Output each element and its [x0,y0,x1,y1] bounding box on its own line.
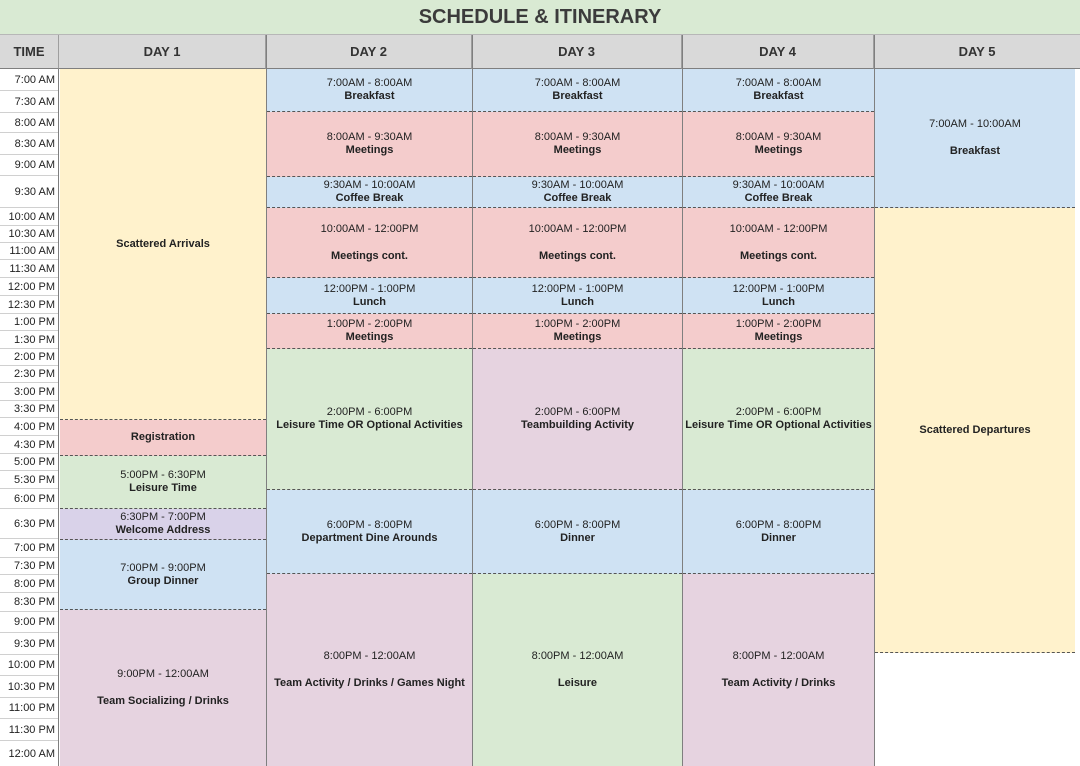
event-dinner[interactable] [683,490,874,574]
time-label[interactable]: 10:00 AM [0,208,58,226]
event-title: Welcome Address [115,524,211,536]
event-title: Breakfast [949,145,1001,157]
time-label[interactable]: 10:30 PM [0,676,58,698]
time-label[interactable]: 8:00 AM [0,113,58,133]
event-time: 7:00AM - 8:00AM [326,77,413,89]
event-time: 12:00PM - 1:00PM [323,282,416,295]
event-time: 8:00AM - 9:30AM [534,131,621,143]
event-time: 8:00PM - 12:00AM [732,650,825,662]
time-label[interactable]: 2:00 PM [0,349,58,366]
time-label[interactable]: 8:30 AM [0,133,58,155]
time-label[interactable]: 9:30 PM [0,633,58,655]
event-meetings[interactable] [267,112,472,177]
time-label[interactable]: 9:30 AM [0,176,58,208]
header-day-1[interactable]: DAY 1 [59,35,266,69]
event-title: Leisure Time OR Optional Activities [685,419,872,431]
event-registration[interactable] [60,420,266,456]
event-title: Scattered Departures [919,423,1031,436]
event-title: Lunch [561,295,594,308]
event-time: 10:00AM - 12:00PM [729,222,828,235]
event-time: 9:30AM - 10:00AM [323,179,416,191]
event-time: 8:00AM - 9:30AM [326,131,413,143]
header-day-4[interactable]: DAY 4 [682,35,874,69]
event-breakfast[interactable] [875,69,1075,208]
event-time: 2:00PM - 6:00PM [326,406,413,418]
event-team-activity-drinks[interactable] [683,574,874,766]
event-time: 8:00PM - 12:00AM [531,650,624,662]
event-title: Team Activity / Drinks / Games Night [274,677,465,689]
time-label[interactable]: 11:30 AM [0,260,58,278]
event-meetings-cont[interactable] [473,208,682,278]
event-title: Team Activity / Drinks [721,677,836,689]
event-time: 6:30PM - 7:00PM [120,511,206,523]
event-title: Registration [130,431,196,443]
column-divider [874,35,875,766]
event-teambuilding[interactable] [473,349,682,490]
event-time: 9:00PM - 12:00AM [117,668,209,680]
event-time: 12:00PM - 1:00PM [732,282,825,295]
time-label[interactable]: 5:30 PM [0,471,58,489]
time-label[interactable]: 9:00 AM [0,155,58,176]
event-title: Leisure Time [129,482,197,494]
event-title: Breakfast [753,90,804,102]
event-time: 10:00AM - 12:00PM [320,222,419,235]
time-label[interactable]: 1:30 PM [0,331,58,349]
event-department-dine-arounds[interactable] [267,490,472,574]
event-time: 8:00PM - 12:00AM [323,650,416,662]
event-meetings[interactable] [683,112,874,177]
event-time: 5:00PM - 6:30PM [120,469,206,481]
event-team-socializing[interactable] [60,610,266,766]
event-meetings[interactable] [473,112,682,177]
event-title: Meetings [345,144,394,156]
event-title: Lunch [353,295,386,308]
event-title: Dinner [560,531,595,544]
event-leisure-optional[interactable] [267,349,472,490]
time-label[interactable]: 1:00 PM [0,314,58,331]
event-meetings-pm[interactable] [473,314,682,349]
event-title: Meetings [754,331,803,343]
time-label[interactable]: 11:00 PM [0,698,58,719]
event-title: Coffee Break [335,192,404,204]
column-divider [266,35,267,766]
time-label[interactable]: 10:00 PM [0,655,58,676]
event-title: Department Dine Arounds [301,531,438,544]
header-time[interactable]: TIME [0,35,59,69]
time-label[interactable]: 12:00 AM [8,747,55,760]
event-time: 7:00PM - 9:00PM [120,561,206,574]
event-lunch[interactable] [473,278,682,314]
time-label[interactable]: 7:00 PM [0,539,58,558]
event-welcome-address[interactable] [60,509,266,540]
event-time: 2:00PM - 6:00PM [735,406,822,418]
event-title: Coffee Break [744,192,813,204]
time-label[interactable]: 11:30 PM [0,719,58,741]
time-label[interactable]: 4:00 PM [0,418,58,436]
time-label[interactable]: 10:30 AM [0,226,58,243]
schedule-title: SCHEDULE & ITINERARY [0,0,1080,35]
event-title: Breakfast [344,90,395,102]
event-meetings-cont[interactable] [267,208,472,278]
event-title: Meetings [345,331,394,343]
event-meetings-pm[interactable] [267,314,472,349]
event-time: 6:00PM - 8:00PM [326,518,413,531]
time-label[interactable]: 12:00 PM [0,278,58,296]
event-title: Breakfast [552,90,603,102]
time-label[interactable]: 7:30 AM [0,91,58,113]
header-day-5[interactable]: DAY 5 [874,35,1080,69]
event-title: Teambuilding Activity [520,419,635,431]
event-time: 7:00AM - 10:00AM [929,118,1021,130]
time-column [0,69,59,766]
time-label[interactable]: 9:00 PM [0,612,58,633]
event-time: 7:00AM - 8:00AM [735,77,822,89]
event-title: Coffee Break [543,192,612,204]
event-dinner[interactable] [473,490,682,574]
event-title: Meetings [553,331,602,343]
event-time: 9:30AM - 10:00AM [732,179,825,191]
event-time: 12:00PM - 1:00PM [531,282,624,295]
event-title: Meetings cont. [739,249,817,262]
time-label[interactable]: 3:00 PM [0,383,58,401]
event-coffee-break[interactable] [683,177,874,208]
event-leisure[interactable] [473,574,682,766]
event-title: Meetings cont. [330,249,408,262]
event-title: Dinner [761,531,796,544]
event-breakfast[interactable] [473,69,682,112]
event-team-activity-games[interactable] [267,574,472,766]
time-label[interactable]: 3:30 PM [0,401,58,418]
column-divider [682,35,683,766]
event-time: 6:00PM - 8:00PM [534,518,621,531]
event-title: Meetings [754,144,803,156]
time-label[interactable]: 12:30 PM [0,296,58,314]
time-label[interactable]: 2:30 PM [0,366,58,383]
event-time: 9:30AM - 10:00AM [531,179,624,191]
event-time: 7:00AM - 8:00AM [534,77,621,89]
time-label[interactable]: 11:00 AM [0,243,58,260]
column-divider [472,35,473,766]
event-title: Meetings cont. [538,249,616,262]
event-leisure-optional[interactable] [683,349,874,490]
event-time: 6:00PM - 8:00PM [735,518,822,531]
time-label[interactable]: 7:00 AM [0,69,58,91]
event-meetings-cont[interactable] [683,208,874,278]
event-time: 1:00PM - 2:00PM [534,318,621,330]
event-title: Team Socializing / Drinks [97,695,229,707]
event-breakfast[interactable] [683,69,874,112]
header-day-2[interactable]: DAY 2 [266,35,472,69]
time-label[interactable]: 6:00 PM [0,489,58,509]
event-title: Leisure [557,677,598,689]
event-time: 10:00AM - 12:00PM [528,222,627,235]
event-time: 1:00PM - 2:00PM [735,318,822,330]
event-leisure-time[interactable] [60,456,266,509]
event-time: 2:00PM - 6:00PM [534,406,621,418]
event-time: 8:00AM - 9:30AM [735,131,822,143]
event-title: Leisure Time OR Optional Activities [276,419,463,431]
event-title: Lunch [762,295,795,308]
time-label[interactable]: 4:30 PM [0,436,58,454]
event-group-dinner[interactable] [60,540,266,610]
event-time: 1:00PM - 2:00PM [326,318,413,330]
event-scattered-departures[interactable] [875,208,1075,653]
event-lunch[interactable] [267,278,472,314]
time-label[interactable]: 7:30 PM [0,558,58,575]
event-coffee-break[interactable] [473,177,682,208]
event-lunch[interactable] [683,278,874,314]
time-label[interactable]: 5:00 PM [0,454,58,471]
event-coffee-break[interactable] [267,177,472,208]
event-title: Scattered Arrivals [116,237,210,250]
time-label[interactable]: 8:30 PM [0,593,58,612]
time-label[interactable]: 8:00 PM [0,575,58,593]
time-label[interactable]: 6:30 PM [0,509,58,539]
event-title: Meetings [553,144,602,156]
event-meetings-pm[interactable] [683,314,874,349]
header-day-3[interactable]: DAY 3 [472,35,682,69]
event-scattered-arrivals[interactable] [60,69,266,420]
event-breakfast[interactable] [267,69,472,112]
event-title: Group Dinner [127,574,199,587]
